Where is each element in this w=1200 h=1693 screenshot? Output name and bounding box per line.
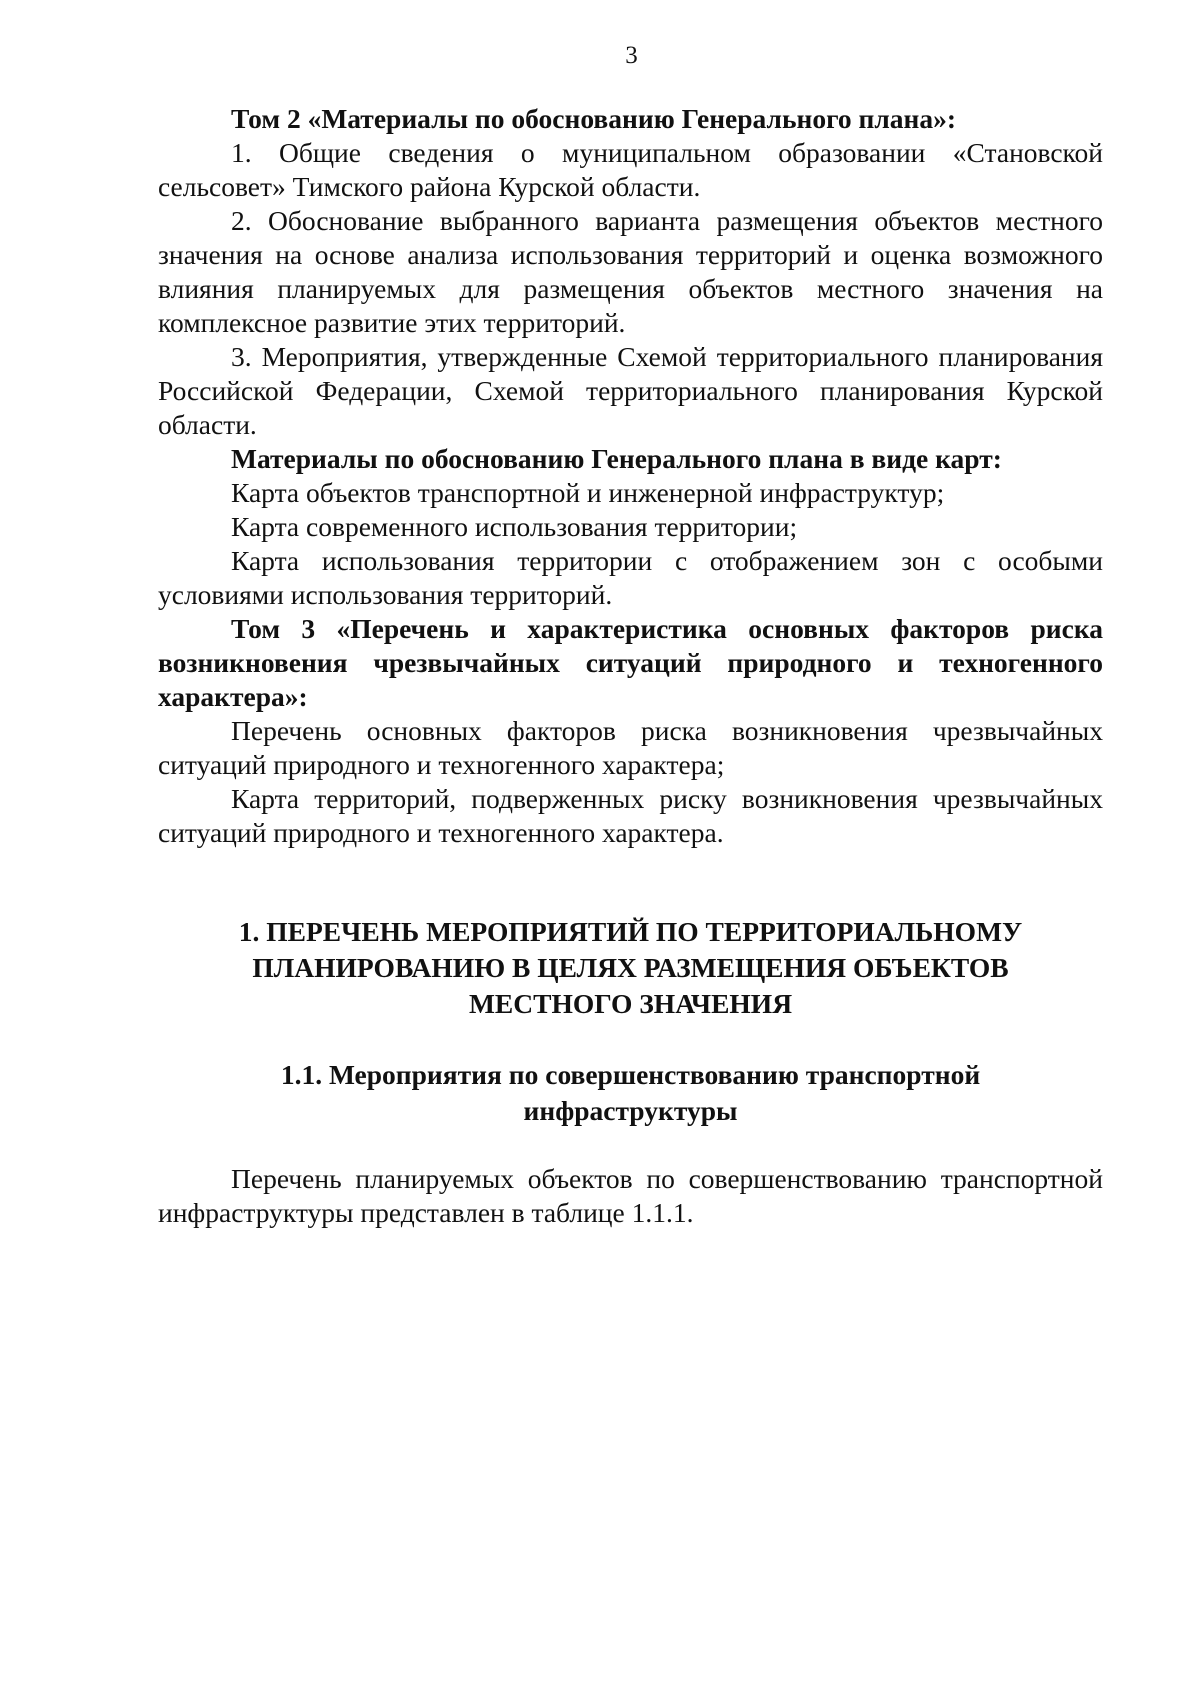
paragraph-map-transport: Карта объектов транспортной и инженерной инфраструктур; [231,477,945,508]
paragraph-risk-factors: Перечень основных факторов риска возникновения чрезвычайных ситуаций природного и техногенного характера; [158,715,1103,780]
paragraph-justification: 2. Обоснование выбранного варианта размещения объектов местного значения на основе анализа использования территорий и оценка возможного влияния планируемых для размещения объектов местного значения на комплексное развитие этих территорий. [158,205,1103,338]
page-number: 3 [625,42,638,69]
section-heading-line: МЕСТНОГО ЗНАЧЕНИЯ [468,988,793,1019]
paragraph-map-current-use: Карта современного использования территории; [231,511,798,542]
paragraph-measures: 3. Мероприятия, утвержденные Схемой территориального планирования Российской Федерации, Схемой территориального планирования Курской области. [158,341,1103,440]
paragraph-table-reference: Перечень планируемых объектов по совершенствованию транспортной инфраструктуры представлен в таблице 1.1.1. [158,1163,1103,1228]
maps-title: Материалы по обоснованию Генерального плана в виде карт: [231,443,1002,474]
volume-2-title: Том 2 «Материалы по обоснованию Генерального плана»: [231,103,957,134]
subsection-heading-line: 1.1. Мероприятия по совершенствованию транспортной [280,1059,981,1090]
paragraph-general-info: 1. Общие сведения о муниципальном образовании «Становской сельсовет» Тимского района Курской области. [158,137,1103,202]
subsection-heading-line: инфраструктуры [523,1095,738,1126]
section-heading [158,914,1103,1022]
subsection-heading [158,1057,1103,1129]
section-heading-line: 1. ПЕРЕЧЕНЬ МЕРОПРИЯТИЙ ПО ТЕРРИТОРИАЛЬНОМУ [238,916,1023,947]
final-paragraph [158,1162,1103,1230]
volume-3-title: Том 3 «Перечень и характеристика основных факторов риска возникновения чрезвычайных ситуаций природного и техногенного характера»: [158,613,1103,712]
section-heading-line: ПЛАНИРОВАНИЮ В ЦЕЛЯХ РАЗМЕЩЕНИЯ ОБЪЕКТОВ [252,952,1009,983]
body-text [158,102,1103,850]
paragraph-risk-map: Карта территорий, подверженных риску возникновения чрезвычайных ситуаций природного и техногенного характера. [158,783,1103,848]
paragraph-map-zones: Карта использования территории с отображением зон с особыми условиями использования территорий. [158,545,1103,610]
